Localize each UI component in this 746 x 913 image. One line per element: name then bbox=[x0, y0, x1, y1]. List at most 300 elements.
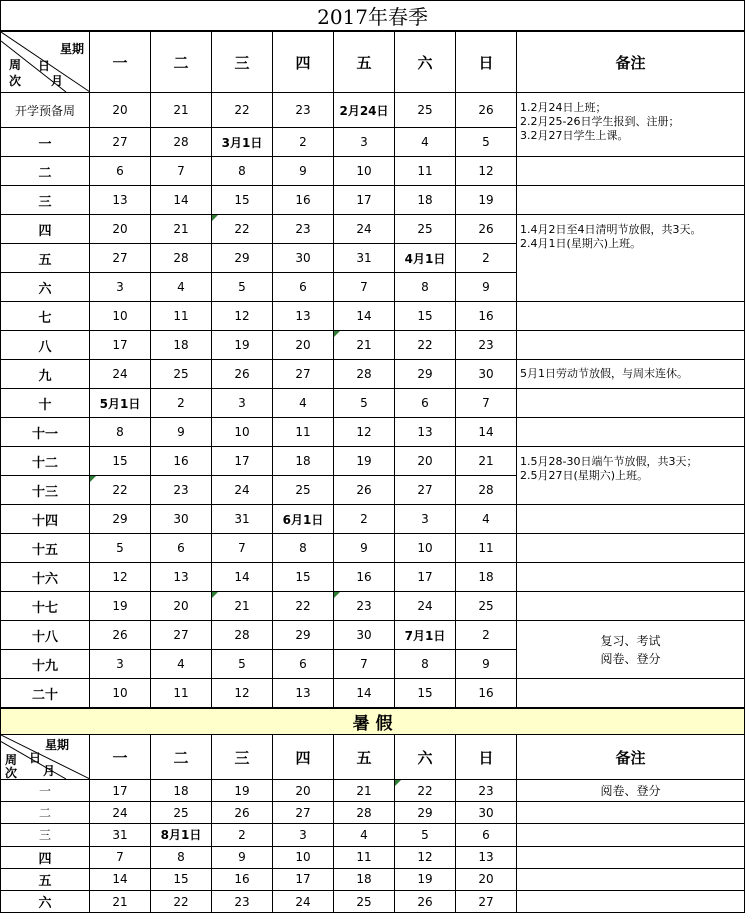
date-cell: 12 bbox=[212, 302, 273, 331]
summer-week-row bbox=[1, 802, 745, 824]
date-cell: 2 bbox=[151, 389, 212, 418]
date-cell: 10 bbox=[90, 302, 151, 331]
date-cell: 23 bbox=[456, 331, 517, 360]
date-cell: 18 bbox=[456, 563, 517, 592]
week-label: 十 bbox=[1, 389, 90, 418]
week-row bbox=[1, 360, 745, 389]
summer-note-cell-empty bbox=[517, 824, 745, 846]
note-line: 2.2月25-26日学生报到、注册； bbox=[520, 115, 680, 128]
note-cell-empty bbox=[517, 186, 745, 215]
note-cell bbox=[517, 447, 745, 505]
summer-date-cell: 24 bbox=[273, 890, 334, 912]
date-cell: 4 bbox=[273, 389, 334, 418]
summer-date-cell: 8月1日 bbox=[151, 824, 212, 846]
date-cell: 8 bbox=[212, 157, 273, 186]
note-cell bbox=[517, 360, 745, 389]
date-cell: 2 bbox=[273, 128, 334, 157]
date-cell: 5 bbox=[90, 534, 151, 563]
summer-date-cell: 18 bbox=[334, 868, 395, 890]
date-cell: 17 bbox=[395, 563, 456, 592]
date-cell: 7 bbox=[212, 534, 273, 563]
date-cell: 22 bbox=[273, 592, 334, 621]
summer-note-cell-empty bbox=[517, 802, 745, 824]
date-cell: 13 bbox=[90, 186, 151, 215]
corner-ci-label: 次 bbox=[9, 74, 22, 88]
summer-date-cell: 8 bbox=[151, 846, 212, 868]
summer-title: 暑 假 bbox=[1, 708, 745, 735]
spring-weekday-header: 日 bbox=[456, 31, 517, 93]
date-cell: 5 bbox=[456, 128, 517, 157]
note-cell bbox=[517, 621, 745, 679]
date-cell: 16 bbox=[273, 186, 334, 215]
date-cell: 4月1日 bbox=[395, 244, 456, 273]
date-cell: 30 bbox=[151, 505, 212, 534]
date-cell: 4 bbox=[151, 650, 212, 679]
corner-day-label: 日 bbox=[29, 751, 42, 765]
date-cell: 24 bbox=[90, 360, 151, 389]
date-cell: 8 bbox=[90, 418, 151, 447]
date-cell: 22 bbox=[212, 215, 273, 244]
week-row bbox=[1, 592, 745, 621]
note-cell bbox=[517, 93, 745, 157]
summer-date-cell: 13 bbox=[456, 846, 517, 868]
date-cell: 12 bbox=[212, 679, 273, 709]
date-cell: 8 bbox=[395, 273, 456, 302]
week-row bbox=[1, 93, 745, 128]
date-cell: 29 bbox=[273, 621, 334, 650]
note-cell-empty bbox=[517, 534, 745, 563]
note-line: 1.5月28-30日端午节放假，共3天； bbox=[520, 455, 698, 468]
date-cell: 27 bbox=[273, 360, 334, 389]
date-cell: 17 bbox=[212, 447, 273, 476]
date-cell: 17 bbox=[334, 186, 395, 215]
week-row bbox=[1, 302, 745, 331]
week-label: 一 bbox=[1, 128, 90, 157]
date-cell: 25 bbox=[456, 592, 517, 621]
date-cell: 28 bbox=[151, 244, 212, 273]
date-cell: 18 bbox=[151, 331, 212, 360]
date-cell: 25 bbox=[395, 93, 456, 128]
date-cell: 9 bbox=[151, 418, 212, 447]
date-cell: 3 bbox=[90, 273, 151, 302]
summer-note-cell-empty bbox=[517, 890, 745, 912]
summer-date-cell: 11 bbox=[334, 846, 395, 868]
summer-weekday-header: 二 bbox=[151, 735, 212, 780]
date-cell: 8 bbox=[273, 534, 334, 563]
summer-week-label: 二 bbox=[1, 802, 90, 824]
spring-weekday-header: 三 bbox=[212, 31, 273, 93]
corner-zhou-label: 周 bbox=[9, 58, 22, 72]
week-label: 十一 bbox=[1, 418, 90, 447]
date-cell: 5 bbox=[212, 650, 273, 679]
note-line: 1.4月2日至4日清明节放假，共3天。 bbox=[520, 223, 702, 236]
note-line: 3.2月27日学生上课。 bbox=[520, 129, 629, 142]
summer-week-label: 五 bbox=[1, 868, 90, 890]
date-cell: 15 bbox=[395, 302, 456, 331]
date-cell: 30 bbox=[273, 244, 334, 273]
summer-weekday-header: 四 bbox=[273, 735, 334, 780]
date-cell: 10 bbox=[395, 534, 456, 563]
summer-week-row bbox=[1, 780, 745, 802]
summer-note-cell: 阅卷、登分 bbox=[517, 780, 745, 802]
summer-date-cell: 21 bbox=[334, 780, 395, 802]
spring-weekday-header: 六 bbox=[395, 31, 456, 93]
note-cell-empty bbox=[517, 157, 745, 186]
date-cell: 16 bbox=[151, 447, 212, 476]
date-cell: 21 bbox=[456, 447, 517, 476]
date-cell: 2 bbox=[456, 244, 517, 273]
summer-date-cell: 22 bbox=[151, 890, 212, 912]
note-cell-empty bbox=[517, 592, 745, 621]
date-cell: 2 bbox=[334, 505, 395, 534]
date-cell: 23 bbox=[273, 215, 334, 244]
date-cell: 12 bbox=[90, 563, 151, 592]
date-cell: 24 bbox=[395, 592, 456, 621]
note-line: 1.2月24日上班； bbox=[520, 101, 607, 114]
corner-header bbox=[1, 735, 90, 780]
week-label: 三 bbox=[1, 186, 90, 215]
date-cell: 19 bbox=[334, 447, 395, 476]
date-cell: 7 bbox=[456, 389, 517, 418]
date-cell: 30 bbox=[456, 360, 517, 389]
date-cell: 12 bbox=[334, 418, 395, 447]
summer-date-cell: 17 bbox=[273, 868, 334, 890]
summer-date-cell: 27 bbox=[456, 890, 517, 912]
week-label: 四 bbox=[1, 215, 90, 244]
summer-date-cell: 28 bbox=[334, 802, 395, 824]
date-cell: 30 bbox=[334, 621, 395, 650]
summer-note-cell-empty bbox=[517, 868, 745, 890]
week-label: 九 bbox=[1, 360, 90, 389]
date-cell: 13 bbox=[273, 302, 334, 331]
summer-date-cell: 21 bbox=[90, 890, 151, 912]
date-cell: 10 bbox=[334, 157, 395, 186]
week-label: 十七 bbox=[1, 592, 90, 621]
date-cell: 3月1日 bbox=[212, 128, 273, 157]
date-cell: 31 bbox=[334, 244, 395, 273]
summer-date-cell: 12 bbox=[395, 846, 456, 868]
summer-week-label: 三 bbox=[1, 824, 90, 846]
date-cell: 27 bbox=[151, 621, 212, 650]
summer-date-cell: 23 bbox=[456, 780, 517, 802]
calendar-title: 2017年春季 bbox=[1, 1, 745, 32]
summer-date-cell: 18 bbox=[151, 780, 212, 802]
date-cell: 24 bbox=[334, 215, 395, 244]
note-line: 阅卷、登分 bbox=[600, 651, 661, 666]
date-cell: 20 bbox=[395, 447, 456, 476]
note-line: 5月1日劳动节放假，与周末连休。 bbox=[520, 367, 688, 380]
date-cell: 11 bbox=[456, 534, 517, 563]
date-cell: 20 bbox=[151, 592, 212, 621]
week-row bbox=[1, 157, 745, 186]
week-label: 二 bbox=[1, 157, 90, 186]
note-line: 2.5月27日(星期六)上班。 bbox=[520, 469, 649, 482]
summer-date-cell: 14 bbox=[90, 868, 151, 890]
date-cell: 14 bbox=[151, 186, 212, 215]
summer-week-row bbox=[1, 890, 745, 912]
date-cell: 21 bbox=[334, 331, 395, 360]
date-cell: 11 bbox=[273, 418, 334, 447]
date-cell: 4 bbox=[395, 128, 456, 157]
date-cell: 4 bbox=[151, 273, 212, 302]
week-label: 开学预备周 bbox=[1, 93, 90, 128]
date-cell: 11 bbox=[151, 302, 212, 331]
date-cell: 9 bbox=[456, 273, 517, 302]
date-cell: 25 bbox=[151, 360, 212, 389]
summer-date-cell: 25 bbox=[334, 890, 395, 912]
week-label: 十八 bbox=[1, 621, 90, 650]
date-cell: 22 bbox=[90, 476, 151, 505]
date-cell: 7 bbox=[151, 157, 212, 186]
corner-header bbox=[1, 31, 90, 93]
summer-week-label: 一 bbox=[1, 780, 90, 802]
note-cell-empty bbox=[517, 679, 745, 709]
date-cell: 2月24日 bbox=[334, 93, 395, 128]
date-cell: 20 bbox=[90, 215, 151, 244]
date-cell: 15 bbox=[212, 186, 273, 215]
date-cell: 12 bbox=[456, 157, 517, 186]
summer-date-cell: 17 bbox=[90, 780, 151, 802]
date-cell: 5月1日 bbox=[90, 389, 151, 418]
date-cell: 6月1日 bbox=[273, 505, 334, 534]
summer-date-cell: 9 bbox=[212, 846, 273, 868]
summer-date-cell: 20 bbox=[456, 868, 517, 890]
summer-date-cell: 15 bbox=[151, 868, 212, 890]
summer-date-cell: 30 bbox=[456, 802, 517, 824]
date-cell: 29 bbox=[395, 360, 456, 389]
date-cell: 9 bbox=[334, 534, 395, 563]
date-cell: 26 bbox=[456, 215, 517, 244]
date-cell: 6 bbox=[151, 534, 212, 563]
date-cell: 23 bbox=[151, 476, 212, 505]
date-cell: 21 bbox=[212, 592, 273, 621]
summer-date-cell: 4 bbox=[334, 824, 395, 846]
corner-week-label: 星期 bbox=[59, 42, 84, 56]
summer-date-cell: 5 bbox=[395, 824, 456, 846]
date-cell: 24 bbox=[212, 476, 273, 505]
date-cell: 27 bbox=[395, 476, 456, 505]
date-cell: 26 bbox=[90, 621, 151, 650]
week-row bbox=[1, 505, 745, 534]
date-cell: 10 bbox=[90, 679, 151, 709]
date-cell: 29 bbox=[90, 505, 151, 534]
summer-date-cell: 25 bbox=[151, 802, 212, 824]
note-cell bbox=[517, 215, 745, 302]
corner-day-label: 日 bbox=[38, 59, 51, 73]
summer-week-label: 四 bbox=[1, 846, 90, 868]
date-cell: 25 bbox=[273, 476, 334, 505]
date-cell: 22 bbox=[212, 93, 273, 128]
date-cell: 10 bbox=[212, 418, 273, 447]
date-cell: 19 bbox=[90, 592, 151, 621]
summer-weekday-header: 六 bbox=[395, 735, 456, 780]
week-row bbox=[1, 679, 745, 709]
date-cell: 13 bbox=[395, 418, 456, 447]
summer-date-cell: 24 bbox=[90, 802, 151, 824]
date-cell: 28 bbox=[334, 360, 395, 389]
summer-date-cell: 20 bbox=[273, 780, 334, 802]
date-cell: 7月1日 bbox=[395, 621, 456, 650]
summer-date-cell: 19 bbox=[212, 780, 273, 802]
date-cell: 21 bbox=[151, 215, 212, 244]
corner-month-label: 月 bbox=[51, 74, 64, 88]
note-cell-empty bbox=[517, 418, 745, 447]
date-cell: 3 bbox=[212, 389, 273, 418]
date-cell: 27 bbox=[90, 128, 151, 157]
date-cell: 2 bbox=[456, 621, 517, 650]
date-cell: 5 bbox=[212, 273, 273, 302]
note-cell-empty bbox=[517, 331, 745, 360]
date-cell: 6 bbox=[273, 650, 334, 679]
week-row bbox=[1, 215, 745, 244]
summer-date-cell: 27 bbox=[273, 802, 334, 824]
date-cell: 26 bbox=[456, 93, 517, 128]
summer-week-label: 六 bbox=[1, 890, 90, 912]
summer-date-cell: 26 bbox=[212, 802, 273, 824]
date-cell: 14 bbox=[334, 679, 395, 709]
date-cell: 29 bbox=[212, 244, 273, 273]
summer-week-row bbox=[1, 824, 745, 846]
date-cell: 6 bbox=[273, 273, 334, 302]
date-cell: 28 bbox=[456, 476, 517, 505]
summer-date-cell: 29 bbox=[395, 802, 456, 824]
summer-note-cell-empty bbox=[517, 846, 745, 868]
date-cell: 3 bbox=[395, 505, 456, 534]
corner-month-label: 月 bbox=[43, 764, 56, 778]
summer-weekday-header: 日 bbox=[456, 735, 517, 780]
spring-notes-header: 备注 bbox=[517, 31, 745, 93]
summer-date-cell: 16 bbox=[212, 868, 273, 890]
note-line: 2.4月1日(星期六)上班。 bbox=[520, 237, 642, 250]
summer-date-cell: 31 bbox=[90, 824, 151, 846]
date-cell: 20 bbox=[90, 93, 151, 128]
date-cell: 3 bbox=[334, 128, 395, 157]
date-cell: 22 bbox=[395, 331, 456, 360]
date-cell: 26 bbox=[212, 360, 273, 389]
corner-zhou-label: 周 bbox=[5, 753, 18, 767]
week-label: 十九 bbox=[1, 650, 90, 679]
week-row bbox=[1, 563, 745, 592]
corner-ci-label: 次 bbox=[5, 766, 18, 780]
date-cell: 23 bbox=[334, 592, 395, 621]
date-cell: 5 bbox=[334, 389, 395, 418]
summer-date-cell: 10 bbox=[273, 846, 334, 868]
week-row bbox=[1, 447, 745, 476]
summer-weekday-header: 一 bbox=[90, 735, 151, 780]
date-cell: 15 bbox=[90, 447, 151, 476]
week-row bbox=[1, 331, 745, 360]
week-label: 五 bbox=[1, 244, 90, 273]
date-cell: 6 bbox=[395, 389, 456, 418]
date-cell: 9 bbox=[273, 157, 334, 186]
date-cell: 15 bbox=[395, 679, 456, 709]
date-cell: 27 bbox=[90, 244, 151, 273]
date-cell: 16 bbox=[456, 679, 517, 709]
date-cell: 28 bbox=[151, 128, 212, 157]
note-line: 复习、考试 bbox=[600, 633, 661, 648]
date-cell: 14 bbox=[212, 563, 273, 592]
spring-weekday-header: 二 bbox=[151, 31, 212, 93]
summer-week-row bbox=[1, 868, 745, 890]
date-cell: 14 bbox=[456, 418, 517, 447]
date-cell: 25 bbox=[395, 215, 456, 244]
week-label: 十二 bbox=[1, 447, 90, 476]
week-label: 十三 bbox=[1, 476, 90, 505]
week-label: 二十 bbox=[1, 679, 90, 709]
summer-date-cell: 23 bbox=[212, 890, 273, 912]
summer-date-cell: 3 bbox=[273, 824, 334, 846]
date-cell: 9 bbox=[456, 650, 517, 679]
summer-date-cell: 6 bbox=[456, 824, 517, 846]
week-row bbox=[1, 418, 745, 447]
spring-weekday-header: 四 bbox=[273, 31, 334, 93]
date-cell: 23 bbox=[273, 93, 334, 128]
date-cell: 14 bbox=[334, 302, 395, 331]
note-cell-empty bbox=[517, 389, 745, 418]
date-cell: 17 bbox=[90, 331, 151, 360]
note-cell-empty bbox=[517, 505, 745, 534]
date-cell: 3 bbox=[90, 650, 151, 679]
date-cell: 20 bbox=[273, 331, 334, 360]
date-cell: 26 bbox=[334, 476, 395, 505]
summer-date-cell: 2 bbox=[212, 824, 273, 846]
date-cell: 21 bbox=[151, 93, 212, 128]
date-cell: 7 bbox=[334, 273, 395, 302]
summer-week-row bbox=[1, 846, 745, 868]
week-label: 十六 bbox=[1, 563, 90, 592]
summer-date-cell: 22 bbox=[395, 780, 456, 802]
date-cell: 13 bbox=[151, 563, 212, 592]
corner-week-label: 星期 bbox=[44, 738, 69, 752]
week-row bbox=[1, 534, 745, 563]
week-label: 六 bbox=[1, 273, 90, 302]
week-label: 十五 bbox=[1, 534, 90, 563]
week-label: 七 bbox=[1, 302, 90, 331]
date-cell: 13 bbox=[273, 679, 334, 709]
date-cell: 8 bbox=[395, 650, 456, 679]
date-cell: 19 bbox=[212, 331, 273, 360]
summer-weekday-header: 五 bbox=[334, 735, 395, 780]
week-row bbox=[1, 186, 745, 215]
date-cell: 28 bbox=[212, 621, 273, 650]
date-cell: 16 bbox=[334, 563, 395, 592]
spring-weekday-header: 五 bbox=[334, 31, 395, 93]
spring-weekday-header: 一 bbox=[90, 31, 151, 93]
week-row bbox=[1, 389, 745, 418]
date-cell: 4 bbox=[456, 505, 517, 534]
note-cell-empty bbox=[517, 563, 745, 592]
week-label: 八 bbox=[1, 331, 90, 360]
summer-weekday-header: 三 bbox=[212, 735, 273, 780]
date-cell: 18 bbox=[273, 447, 334, 476]
date-cell: 11 bbox=[151, 679, 212, 709]
week-row bbox=[1, 621, 745, 650]
date-cell: 7 bbox=[334, 650, 395, 679]
note-cell-empty bbox=[517, 302, 745, 331]
summer-date-cell: 19 bbox=[395, 868, 456, 890]
date-cell: 11 bbox=[395, 157, 456, 186]
summer-date-cell: 26 bbox=[395, 890, 456, 912]
week-label: 十四 bbox=[1, 505, 90, 534]
date-cell: 18 bbox=[395, 186, 456, 215]
date-cell: 6 bbox=[90, 157, 151, 186]
date-cell: 31 bbox=[212, 505, 273, 534]
summer-date-cell: 7 bbox=[90, 846, 151, 868]
date-cell: 15 bbox=[273, 563, 334, 592]
date-cell: 19 bbox=[456, 186, 517, 215]
summer-notes-header: 备注 bbox=[517, 735, 745, 780]
date-cell: 16 bbox=[456, 302, 517, 331]
